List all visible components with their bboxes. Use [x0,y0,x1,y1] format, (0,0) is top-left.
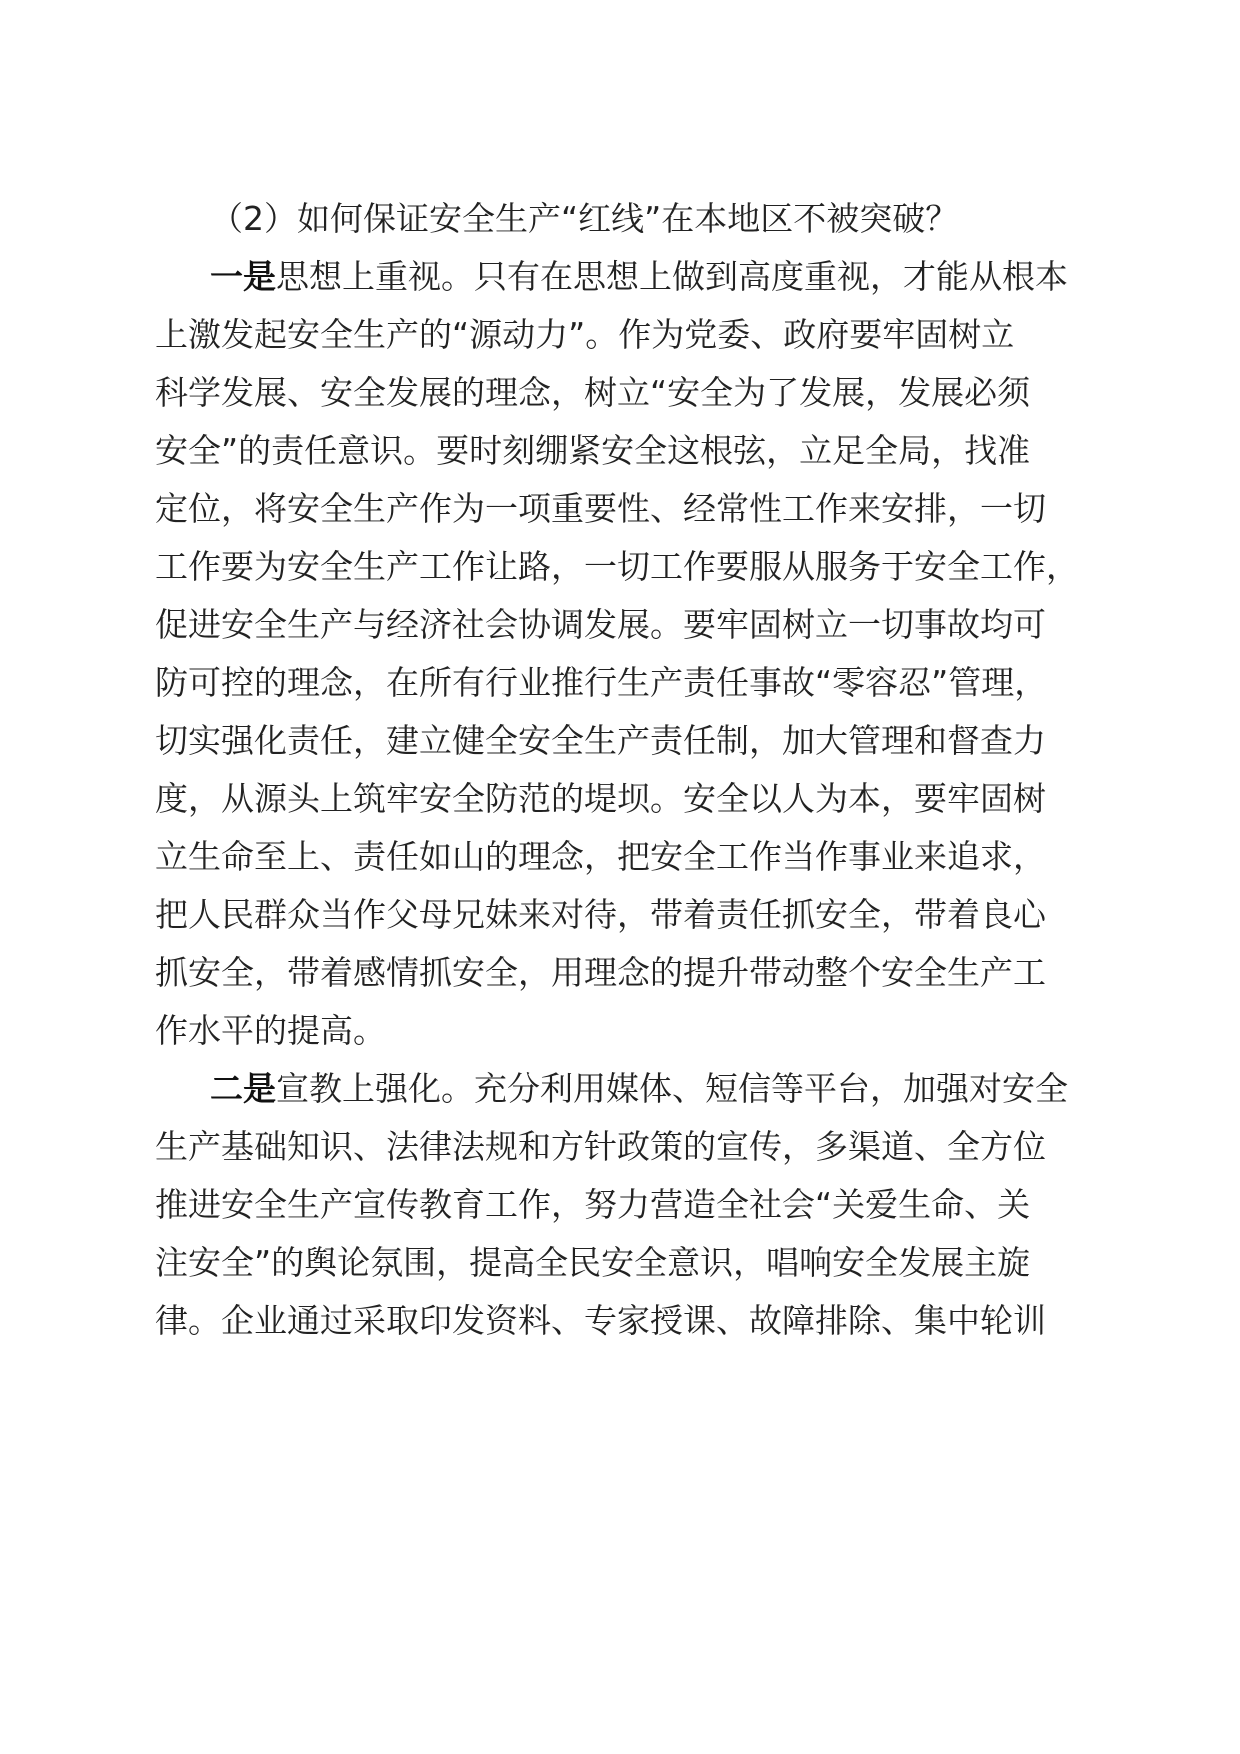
para1-line: 抓安全，带着感情抓安全，用理念的提升带动整个安全生产工 [155,953,1046,992]
para1-line: 科学发展、安全发展的理念，树立“安全为了发展，发展必须 [155,373,1031,412]
section-heading: （2）如何保证安全生产“红线”在本地区不被突破？ [210,199,959,238]
para1-line: 防可控的理念，在所有行业推行生产责任事故“零容忍”管理， [155,663,1048,702]
para1-line: 作水平的提高。 [155,1011,386,1050]
para2-lead: 二是 [210,1069,276,1108]
para1-first-line-text: 思想上重视。只有在思想上做到高度重视，才能从根本 [276,257,1068,296]
para1-first-line [210,244,1150,310]
para2-line: 律。企业通过采取印发资料、专家授课、故障排除、集中轮训 [155,1301,1046,1340]
para1-line: 把人民群众当作父母兄妹来对待，带着责任抓安全，带着良心 [155,895,1046,934]
para2-first-line [210,1056,1150,1122]
para2-first-line-text: 宣教上强化。充分利用媒体、短信等平台，加强对安全 [276,1069,1068,1108]
para2-line: 注安全”的舆论氛围，提高全民安全意识，唱响安全发展主旋 [155,1243,1031,1282]
para1-line: 定位，将安全生产作为一项重要性、经常性工作来安排，一切 [155,489,1046,528]
para1-line: 立生命至上、责任如山的理念，把安全工作当作事业来追求， [155,837,1046,876]
para1-line: 促进安全生产与经济社会协调发展。要牢固树立一切事故均可 [155,605,1046,644]
para2-line: 推进安全生产宣传教育工作，努力营造全社会“关爱生命、关 [155,1185,1031,1224]
para1-line: 安全”的责任意识。要时刻绷紧安全这根弦，立足全局，找准 [155,431,1031,470]
para1-line: 工作要为安全生产工作让路，一切工作要服从服务于安全工作， [155,547,1079,586]
para2-line: 生产基础知识、法律法规和方针政策的宣传，多渠道、全方位 [155,1127,1046,1166]
para1-line: 切实强化责任，建立健全安全生产责任制，加大管理和督查力 [155,721,1046,760]
para1-line: 上激发起安全生产的“源动力”。作为党委、政府要牢固树立 [155,315,1015,354]
para1-lead: 一是 [210,257,276,296]
para1-line: 度，从源头上筑牢安全防范的堤坝。安全以人为本，要牢固树 [155,779,1046,818]
